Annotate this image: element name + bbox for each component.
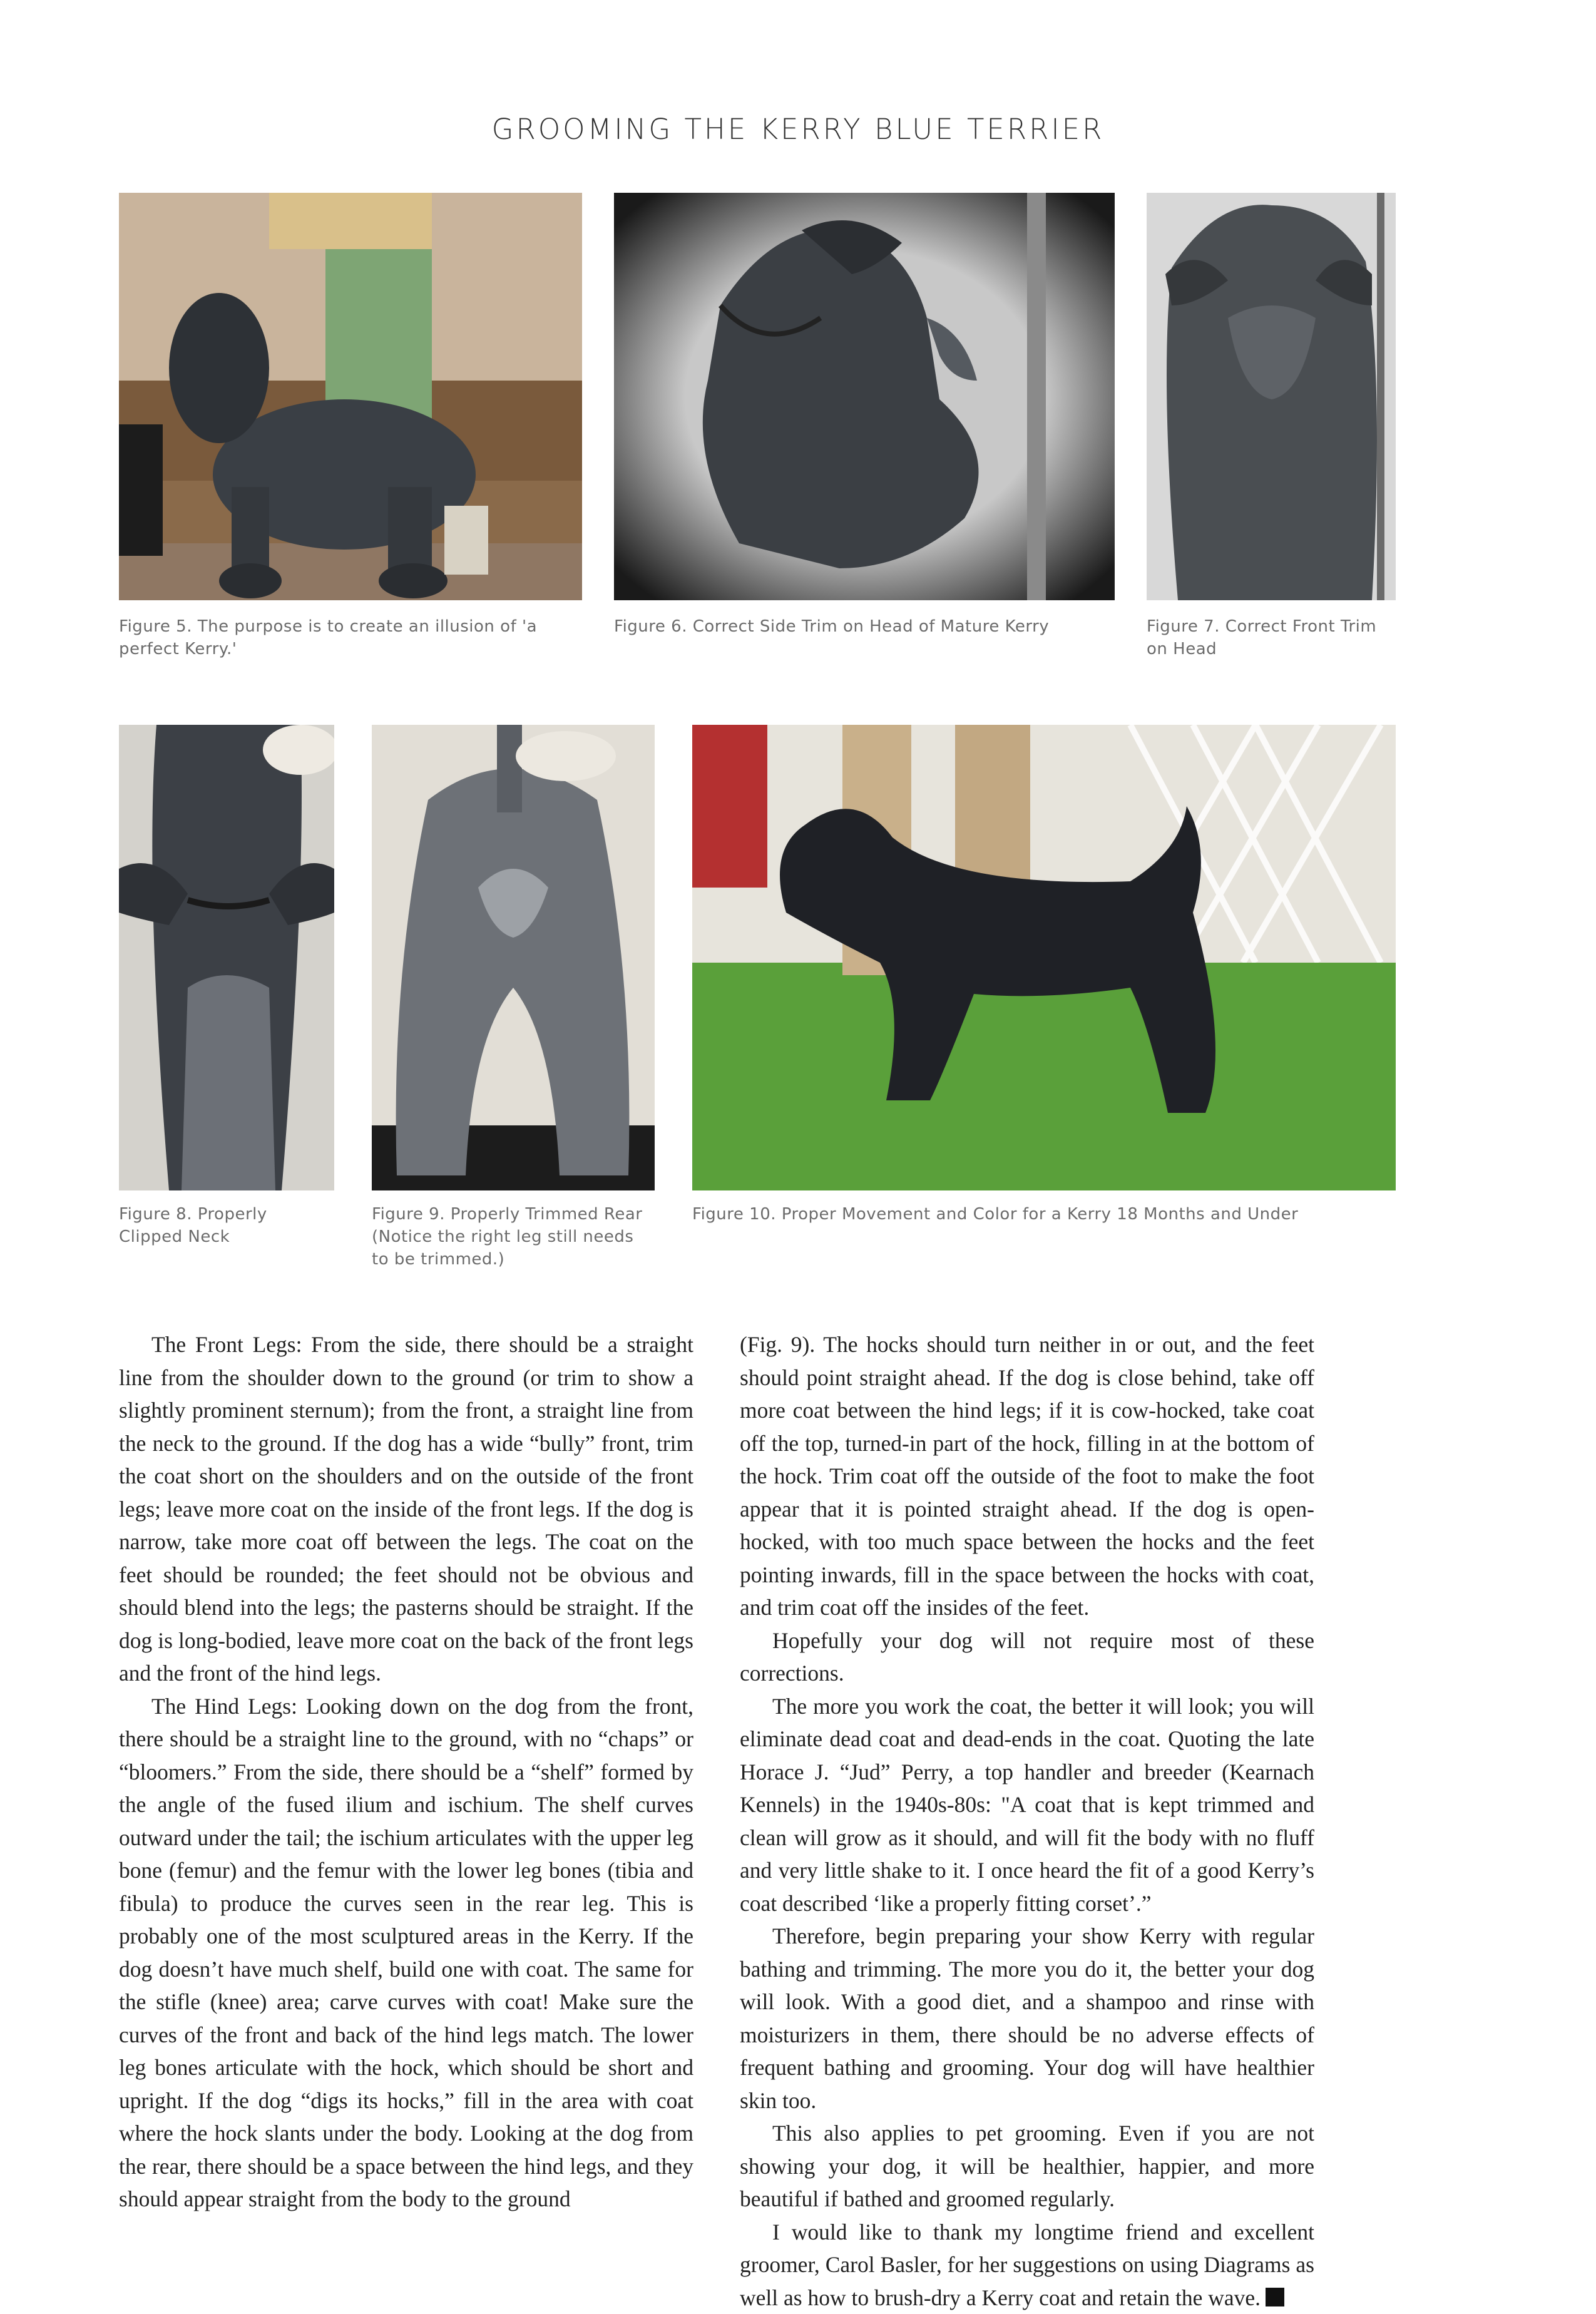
figure-6-photo	[614, 193, 1115, 600]
paragraph-bathing: Therefore, begin preparing your show Kerry with regular bathing and trimming. The more you do it, the better your dog will look. With a good diet, and a shampoo and rinse with moisturizers in them, there should be no adverse effects of frequent bathing and grooming. Your dog will have healthier skin too.	[740, 1920, 1314, 2117]
figure-5-caption: Figure 5. The purpose is to create an illusion of 'a perfect Kerry.'	[119, 615, 582, 660]
paragraph-pet-grooming: This also applies to pet grooming. Even if you are not showing your dog, it will be healthier, happier, and more beautiful if bathed and groomed regularly.	[740, 2117, 1314, 2216]
figure-7-photo	[1147, 193, 1396, 600]
figure-7-caption: Figure 7. Correct Front Trim on Head	[1147, 615, 1396, 660]
left-text-column	[119, 1328, 693, 2216]
figure-5-photo	[119, 193, 582, 600]
paragraph-work-coat: The more you work the coat, the better it will look; you will eliminate dead coat and dead-ends in the coat. Quoting the late Horace J. “Jud” Perry, a top handler and breeder (Kearnach Kennels) in the 1940s-80s: "A coat that is kept trimmed and clean will grow as it should, and will fit the body with no fluff and very little shake to it. I once heard the fit of a good Kerry’s coat described ‘like a properly fitting corset’.”	[740, 1690, 1314, 1920]
figure-10-caption: Figure 10. Proper Movement and Color for a Kerry 18 Months and Under	[692, 1203, 1396, 1226]
figure-10-photo	[692, 725, 1396, 1190]
paragraph-front-legs: The Front Legs: From the side, there should be a straight line from the shoulder down to the ground (or trim to show a slightly prominent sternum); from the front, a straight line from the neck to the ground. If the dog has a wide “bully” front, trim the coat short on the shoulders and on the outside of the front legs; leave more coat on the inside of the front legs. If the dog is narrow, take more coat off between the legs. The coat on the feet should be rounded; the feet should not be obvious and should blend into the legs; the pasterns should be straight. If the dog is long-bodied, leave more coat on the back of the front legs and the front of the hind legs.	[119, 1328, 693, 1690]
figure-8-caption: Figure 8. Properly Clipped Neck	[119, 1203, 334, 1248]
paragraph-thanks	[740, 2216, 1314, 2314]
figure-9-photo	[372, 725, 655, 1190]
figure-6-caption: Figure 6. Correct Side Trim on Head of Mature Kerry	[614, 615, 1115, 638]
paragraph-corrections: Hopefully your dog will not require most of these corrections.	[740, 1624, 1314, 1690]
end-of-article-mark	[1266, 2288, 1284, 2306]
paragraph-hind-legs: The Hind Legs: Looking down on the dog from the front, there should be a straight line to the ground, with no “chaps” or “bloomers.” From the side, there should be a “shelf” formed by the angle of the fused ilium and ischium. The shelf curves outward under the tail; the ischium articulates with the upper leg bone (femur) and the femur with the lower leg bones (tibia and fibula) to produce the curves seen in the rear leg. This is probably one of the most sculptured areas in the Kerry. If the dog doesn’t have much shelf, build one with coat. The same for the stifle (knee) area; carve curves with coat! Make sure the curves of the front and back of the hind legs match. The lower leg bones articulate with the hock, which should be short and upright. If the dog “digs its hocks,” fill in the area with coat where the hock slants under the body. Looking at the dog from the rear, there should be a space between the hind legs, and they should appear straight from the body to the ground	[119, 1690, 693, 2216]
right-text-column	[740, 1328, 1314, 2314]
paragraph-hocks: (Fig. 9). The hocks should turn neither in or out, and the feet should point straight ahead. If the dog is close behind, take off more coat between the hind legs; if it is cow-hocked, take coat off the top, turned-in part of the hock, filling in at the bottom of the hock. Trim coat off the outside of the foot to make the foot appear that it is pointed straight ahead. If the dog is open-hocked, with too much space between the hocks and the feet pointing inwards, fill in the space between the hocks with coat, and trim coat off the insides of the feet.	[740, 1328, 1314, 1624]
figure-9-caption: Figure 9. Properly Trimmed Rear (Notice the right leg still needs to be trimmed.)	[372, 1203, 655, 1271]
thanks-text: I would like to thank my longtime friend and excellent groomer, Carol Basler, for her suggestions on using Diagrams as well as how to brush-dry a Kerry coat and retain the wave.	[740, 2219, 1314, 2310]
page-title: GROOMING THE KERRY BLUE TERRIER	[0, 113, 1596, 146]
figure-8-photo	[119, 725, 334, 1190]
